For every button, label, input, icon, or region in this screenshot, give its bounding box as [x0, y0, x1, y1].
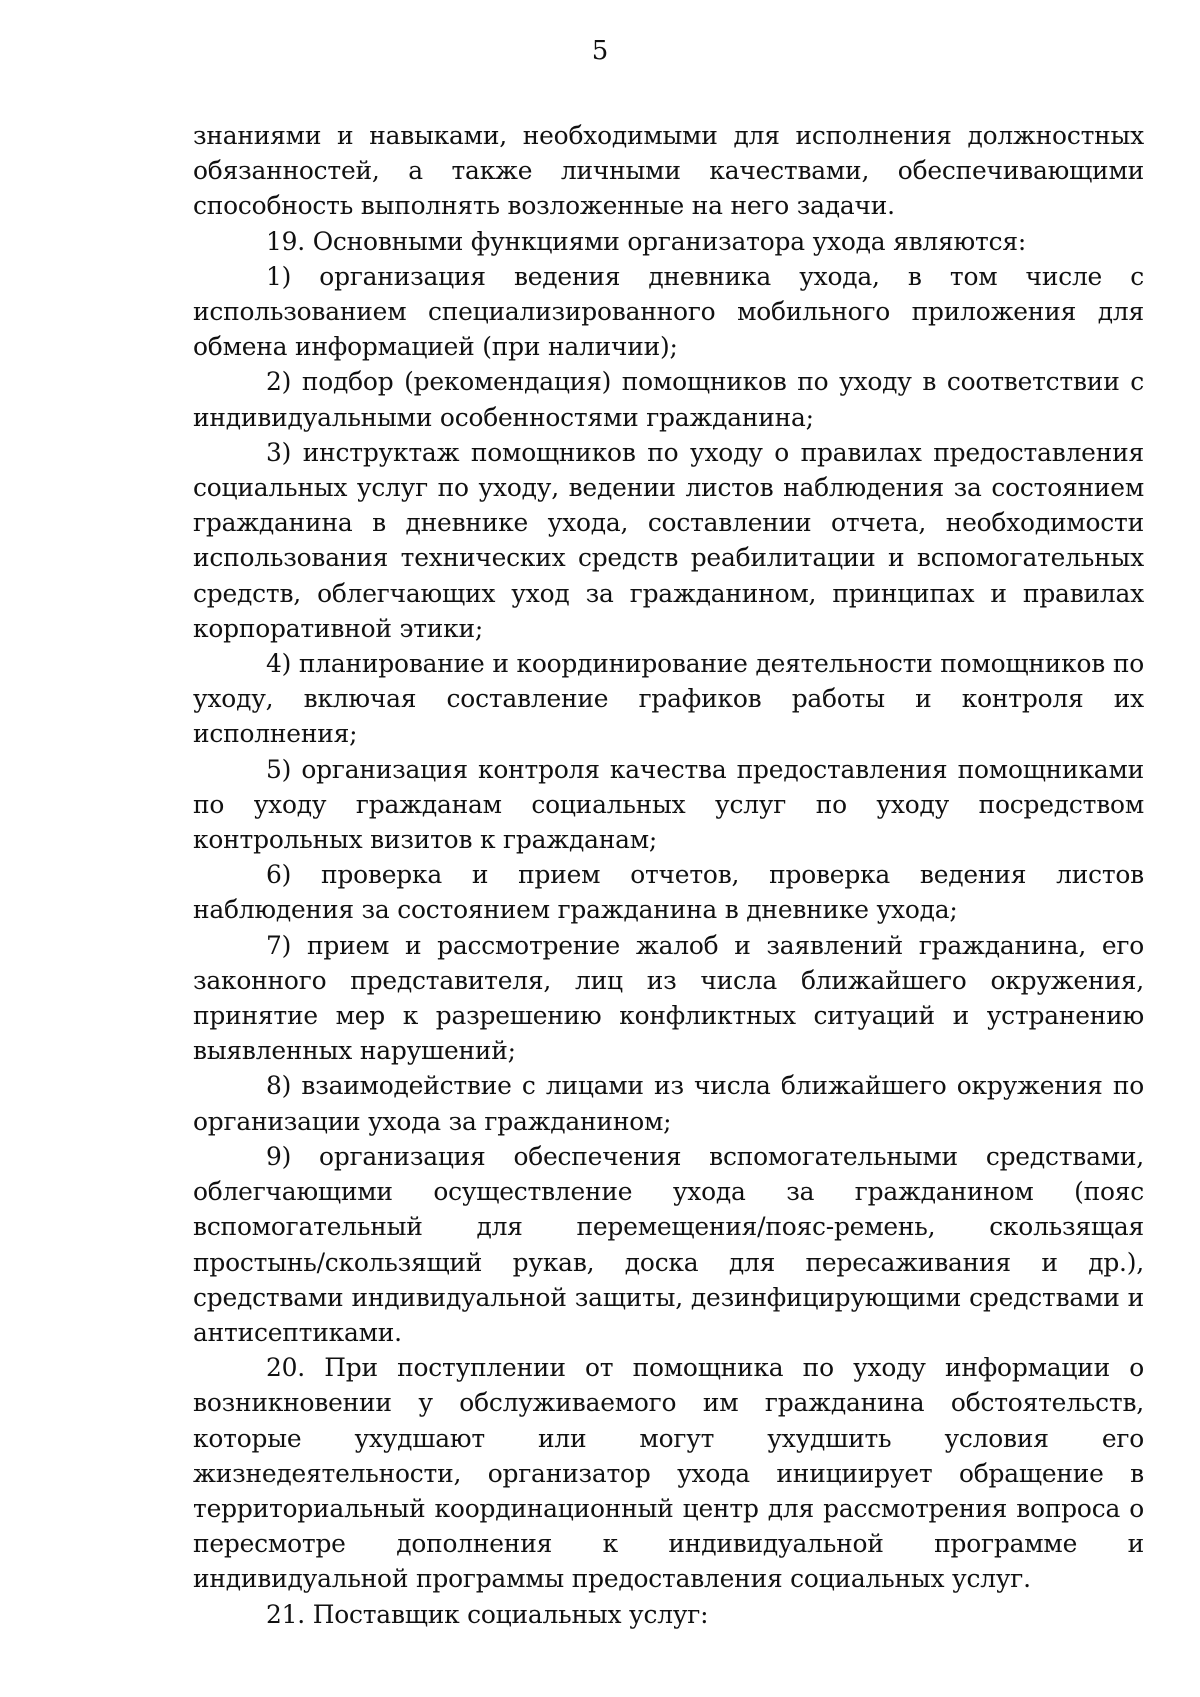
paragraph: 7) прием и рассмотрение жалоб и заявлений гражданина, его законного представителя, лиц из числа ближайшего окружения, принятие мер к разрешению конфликтных ситуаций и устранению выявленных нарушений;	[193, 930, 1144, 1066]
paragraph: 6) проверка и прием отчетов, проверка ведения листов наблюдения за состоянием гражданина в дневнике ухода;	[193, 860, 1144, 925]
paragraph: 8) взаимодействие с лицами из числа ближайшего окружения по организации ухода за гражданином;	[193, 1071, 1144, 1136]
paragraph: знаниями и навыками, необходимыми для исполнения должностных обязанностей, а также личными качествами, обеспечивающими способность выполнять возложенные на него задачи.	[193, 121, 1144, 221]
paragraph: 4) планирование и координирование деятельности помощников по уходу, включая составление графиков работы и контроля их исполнения;	[193, 649, 1144, 749]
paragraph: 19. Основными функциями организатора ухода являются:	[266, 226, 1027, 256]
paragraph: 5) организация контроля качества предоставления помощниками по уходу гражданам социальных услуг по уходу посредством контрольных визитов к гражданам;	[193, 754, 1144, 855]
page-number: 5	[591, 36, 609, 66]
paragraph: 2) подбор (рекомендация) помощников по уходу в соответствии с индивидуальными особенностями гражданина;	[193, 367, 1144, 432]
paragraph: 20. При поступлении от помощника по уходу информации о возникновении у обслуживаемого им гражданина обстоятельств, которые ухудшают или могут ухудшить условия его жизнедеятельности, организатор ухода инициирует обращение в территориальный координационный центр для рассмотрения вопроса о пересмотре дополнения к индивидуальной программе и индивидуальной программы предоставления социальных услуг.	[193, 1353, 1144, 1594]
paragraph: 3) инструктаж помощников по уходу о правилах предоставления социальных услуг по уходу, ведении листов наблюдения за состоянием гражданина в дневнике ухода, составлении отчета, необходимости использования технических средств реабилитации и вспомогательных средств, облегчающих уход за гражданином, принципах и правилах корпоративной этики;	[193, 437, 1144, 643]
paragraph: 1) организация ведения дневника ухода, в том числе с использованием специализированного мобильного приложения для обмена информацией (при наличии);	[193, 261, 1144, 362]
document-body	[193, 118, 1144, 1632]
paragraph: 9) организация обеспечения вспомогательными средствами, облегчающими осуществление ухода за гражданином (пояс вспомогательный для перемещения/пояс-ремень, скользящая простынь/скользящий рукав, доска для пересаживания и др.), средствами индивидуальной защиты, дезинфицирующими средствами и антисептиками.	[193, 1141, 1144, 1347]
paragraph: 21. Поставщик социальных услуг:	[266, 1599, 709, 1629]
